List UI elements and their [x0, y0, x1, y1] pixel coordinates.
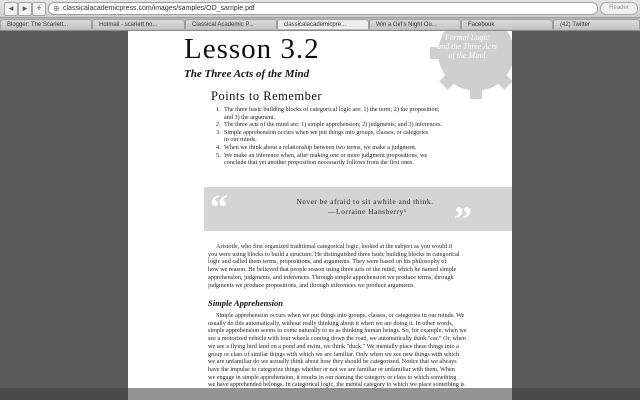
tab-girls-night[interactable]: Win a Girl's Night Ou...	[369, 19, 461, 29]
badge-line: Formal Logic	[444, 33, 490, 42]
intro-paragraph	[208, 243, 490, 289]
body-line: we have apprehended belongs. In categorical logic, the mental category to which we place something is	[208, 381, 465, 389]
browser-toolbar	[0, 0, 640, 18]
point-number: 2.	[216, 121, 221, 129]
close-quote-icon: ”	[454, 199, 472, 239]
reader-button[interactable]: Reader	[600, 2, 638, 15]
point-line: Simple apprehension occurs when we put things into groups, classes, or categories	[224, 128, 429, 136]
point-line: When we think about a relationship between two terms, we make a judgment.	[224, 143, 417, 151]
globe-icon: ⊕	[53, 4, 60, 13]
points-list	[216, 106, 478, 167]
body-line: you were using blocks to build a structure. He distinguished three basic building blocks in categorical	[208, 250, 460, 258]
points-heading: Points to Remember	[211, 89, 323, 103]
body-line: we are unfamiliar do we actually think about how they should be categorized. Notice that we always	[208, 358, 457, 366]
body-line: group or class of similar things with which we are familiar. Only when we see new things with which	[208, 350, 460, 358]
add-bookmark-button[interactable]: +	[32, 2, 46, 16]
tab-facebook[interactable]: Facebook	[461, 19, 553, 29]
point-line: and 3) the argument.	[224, 113, 276, 121]
body-line: have the impulse to categorize things whether or not we are familiar or unfamiliar with them. When	[208, 365, 455, 373]
point-item	[216, 121, 478, 129]
body-line: we see a flying bird land on a pond and swim, we think "duck." We mentally place these things into a	[208, 342, 459, 350]
point-line: conclude that yet another proposition necessarily follows from the first ones.	[224, 159, 414, 167]
point-number: 4.	[216, 143, 221, 151]
point-number: 5.	[216, 151, 221, 159]
tab-twitter[interactable]: (42) Twitter	[553, 19, 640, 29]
tab-blogger[interactable]: Blogger: The Scarlett...	[0, 19, 92, 29]
badge-line: of the Mind	[448, 51, 486, 60]
body-line: usually do this automatically, without really thinking about it when we are doing it. In other words,	[208, 319, 454, 327]
address-url: classicalacademicpress.com/images/samples/OD_sample.pdf	[63, 5, 255, 12]
bottom-shadow	[0, 388, 640, 400]
quote-text: Never be afraid to sit awhile and think.	[296, 197, 434, 206]
tab-bar	[0, 18, 640, 31]
forward-button[interactable]: ▸	[18, 2, 32, 16]
point-item	[216, 106, 478, 121]
point-item	[216, 144, 478, 152]
point-item	[216, 152, 478, 167]
body-line: logic and called them terms, propositions, and arguments. They were based on his philosophy of	[208, 258, 447, 266]
body-line: we engage in simple apprehension, it results in our naming the category or class to which something	[208, 373, 457, 381]
body-line: judgments we produce propositions, and through inferences we produce arguments.	[208, 281, 415, 289]
address-bar[interactable]	[48, 2, 598, 15]
body-line: Aristotle, who first organized traditional categorical logic, looked at the subject as you would if	[216, 243, 453, 250]
section-heading: Simple Apprehension	[208, 298, 284, 308]
badge-text	[420, 33, 512, 60]
point-line: in our minds.	[224, 136, 257, 144]
point-number: 3.	[216, 128, 221, 136]
point-number: 1.	[216, 106, 221, 113]
body-line: apprehension, judgments, and inferences. Through simple apprehension we produce terms, through	[208, 273, 454, 281]
point-line: The three acts of the mind are: 1) simple apprehension; 2) judgments; and 3) inferences.	[224, 121, 443, 129]
point-item	[216, 129, 478, 144]
tab-classical-academic[interactable]: Classical Academic P...	[185, 19, 277, 29]
body-line: Simple apprehension occurs when we put things into groups, classes, or categories in our minds. We	[216, 312, 465, 319]
tab-classical-pdf[interactable]: classicalacademicpre...	[277, 19, 369, 29]
body-line: simple apprehension seems to come naturally to us as thinking human beings. So, for example, when we	[208, 327, 467, 335]
lesson-subtitle: The Three Acts of the Mind	[184, 68, 310, 80]
back-button[interactable]: ◂	[4, 2, 18, 16]
open-quote-icon: “	[210, 187, 228, 227]
body-line: how we reason. He believed that people reason using three acts of the mind, which he named simple	[208, 266, 457, 274]
tab-hotmail[interactable]: Hotmail - scarlett.no...	[92, 19, 185, 29]
badge-line: and the Three Acts	[437, 42, 497, 51]
lesson-title: Lesson 3.2	[184, 33, 320, 65]
body-line: see a motorized vehicle with four wheels coming down the road, we automatically think "car." Or, when	[208, 335, 466, 343]
quote-attribution: —Lorraine Hansberry¹	[328, 207, 407, 216]
point-line: The three basic building blocks of categorical logic are: 1) the term; 2) the proposition;	[224, 106, 440, 113]
section-paragraph	[208, 312, 490, 389]
point-line: We make an inference when, after making one or more judgment propositions, we	[224, 151, 428, 159]
pdf-page	[128, 31, 512, 400]
